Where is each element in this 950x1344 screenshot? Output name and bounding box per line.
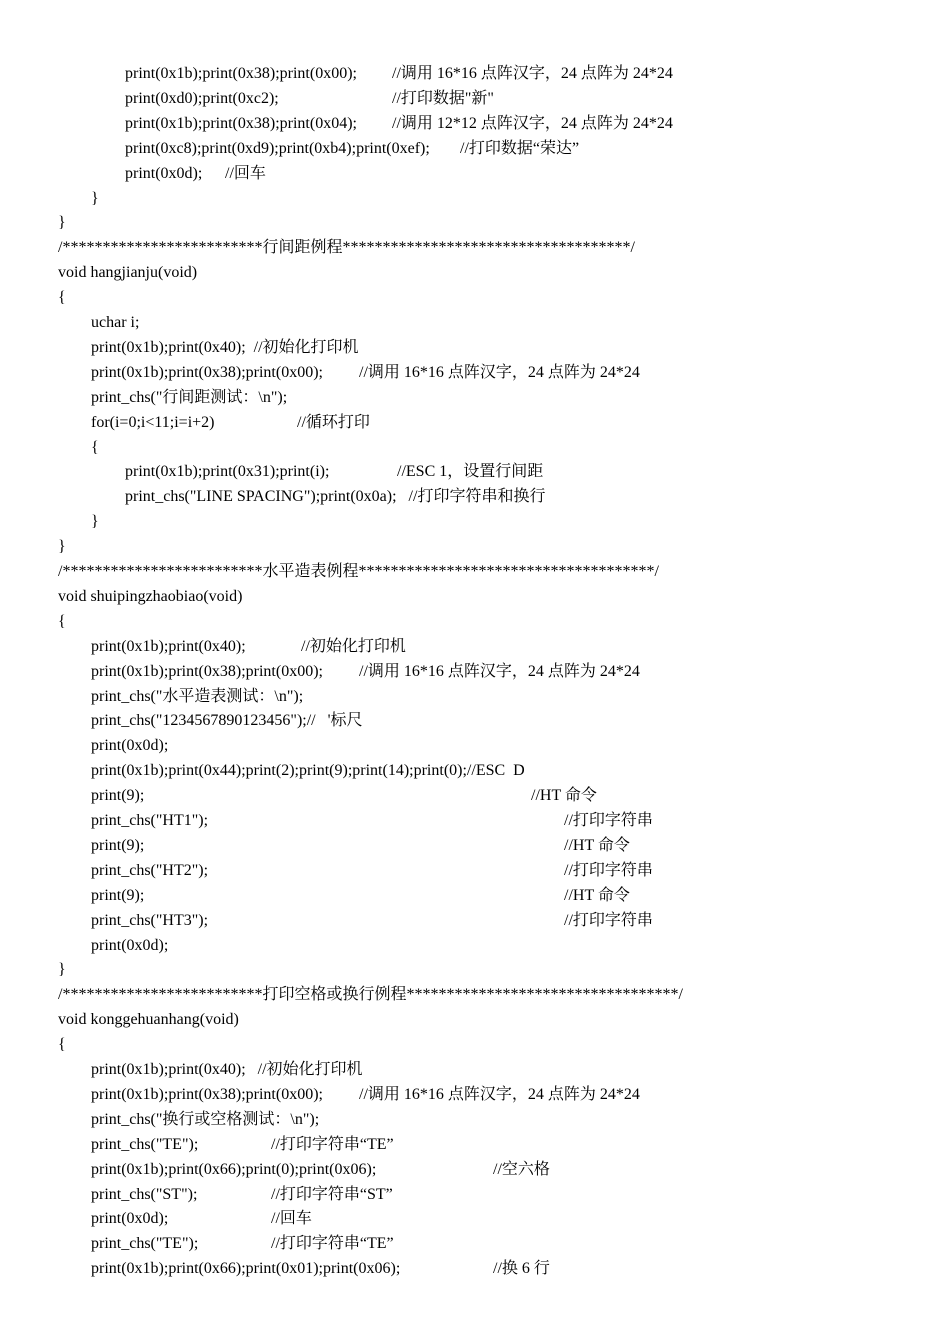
code-text: for(i=0;i<11;i=i+2) <box>91 413 215 431</box>
code-text: { <box>91 438 99 456</box>
code-text: uchar i; <box>91 314 140 331</box>
code-comment: //调用 12*12 点阵汉字，24 点阵为 24*24 <box>392 114 673 132</box>
code-comment: //打印字符串“TE” <box>271 1135 394 1153</box>
code-text: print(9); <box>91 836 145 854</box>
code-text: print(0x1b);print(0x40); <box>91 637 246 655</box>
code-comment: //调用 16*16 点阵汉字，24 点阵为 24*24 <box>359 662 640 680</box>
code-text: print(0x1b);print(0x40); //初始化打印机 <box>91 338 359 356</box>
code-comment: //换 6 行 <box>493 1260 550 1278</box>
code-text: print(0x0d); <box>91 737 169 755</box>
code-text: print_chs("ST"); <box>91 1185 198 1203</box>
code-text: print_chs("HT3"); <box>91 911 209 929</box>
code-text: } <box>58 961 66 979</box>
code-text: print(0x1b);print(0x40); //初始化打印机 <box>91 1061 363 1078</box>
code-text: print(0x1b);print(0x66);print(0);print(0x06); <box>91 1160 377 1178</box>
code-text: print(0x1b);print(0x38);print(0x04); <box>125 114 357 132</box>
code-text: print(0xd0);print(0xc2); <box>125 89 279 107</box>
code-text: { <box>58 289 66 307</box>
code-text: void hangjianju(void) <box>58 264 198 282</box>
code-text: print_chs("HT2"); <box>91 861 209 879</box>
code-comment: //HT 命令 <box>564 886 630 904</box>
code-text: print(0x1b);print(0x38);print(0x00); <box>91 1085 323 1103</box>
code-text: { <box>58 1036 66 1054</box>
code-comment: //初始化打印机 <box>301 637 406 655</box>
code-comment: //调用 16*16 点阵汉字，24 点阵为 24*24 <box>359 1085 640 1103</box>
code-text: print(0x1b);print(0x38);print(0x00); <box>125 65 357 82</box>
code-comment: //打印字符串“ST” <box>271 1185 393 1203</box>
code-text: print_chs("LINE SPACING");print(0x0a); //打印字符串和换行 <box>125 488 546 506</box>
code-text: print(0x0d); <box>91 936 169 954</box>
code-comment: //调用 16*16 点阵汉字，24 点阵为 24*24 <box>359 363 640 381</box>
code-comment: //ESC 1，设置行间距 <box>397 463 544 481</box>
code-text: print_chs("TE"); <box>91 1135 199 1153</box>
code-text: print(0x1b);print(0x38);print(0x00); <box>91 363 323 381</box>
code-comment: //回车 <box>225 164 266 182</box>
code-comment: //回车 <box>271 1210 312 1228</box>
code-text: print_chs("TE"); <box>91 1235 199 1253</box>
code-text: void shuipingzhaobiao(void) <box>58 587 243 605</box>
code-text: print_chs("1234567890123456");// '标尺 <box>91 712 363 730</box>
code-text: } <box>91 189 99 207</box>
code-comment: //打印字符串 <box>564 812 653 829</box>
code-comment: //打印数据“荣达” <box>460 139 580 157</box>
code-comment: //打印字符串“TE” <box>271 1235 394 1253</box>
code-comment: //打印字符串 <box>564 911 653 929</box>
code-text: print(9); <box>91 886 145 904</box>
code-text: print(0x1b);print(0x44);print(2);print(9);print(14);print(0);//ESC D <box>91 762 525 780</box>
code-comment: //打印数据"新" <box>392 89 494 107</box>
code-text: print_chs("换行或空格测试：\n"); <box>91 1110 320 1128</box>
code-text: print(0xc8);print(0xd9);print(0xb4);print(0xef); <box>125 139 430 157</box>
code-text: print(0x1b);print(0x66);print(0x01);print(0x06); <box>91 1260 401 1278</box>
code-comment: //打印字符串 <box>564 861 653 879</box>
code-text: /*************************打印空格或换行例程**********************************/ <box>58 986 683 1004</box>
code-text: print(0x1b);print(0x31);print(i); <box>125 463 330 481</box>
code-text: } <box>91 513 99 531</box>
code-text: } <box>58 538 66 556</box>
code-text: print(0x1b);print(0x38);print(0x00); <box>91 662 323 680</box>
code-text: print(0x0d); <box>125 164 203 182</box>
code-text: /*************************水平造表例程*************************************/ <box>58 563 659 580</box>
code-comment: //调用 16*16 点阵汉字，24 点阵为 24*24 <box>392 65 673 82</box>
code-text: /*************************行间距例程************************************/ <box>58 239 635 257</box>
code-text: print_chs("水平造表测试：\n"); <box>91 687 304 705</box>
code-text: { <box>58 612 66 630</box>
code-text: void konggehuanhang(void) <box>58 1011 239 1029</box>
code-comment: //循环打印 <box>297 413 370 431</box>
code-text: } <box>58 214 66 232</box>
code-comment: //HT 命令 <box>564 836 630 854</box>
code-text: print(0x0d); <box>91 1210 169 1228</box>
code-comment: //空六格 <box>493 1160 550 1178</box>
code-text: print_chs("HT1"); <box>91 812 209 829</box>
code-text: print(9); <box>91 787 145 805</box>
code-comment: //HT 命令 <box>531 787 597 805</box>
code-text: print_chs("行间距测试：\n"); <box>91 388 288 406</box>
